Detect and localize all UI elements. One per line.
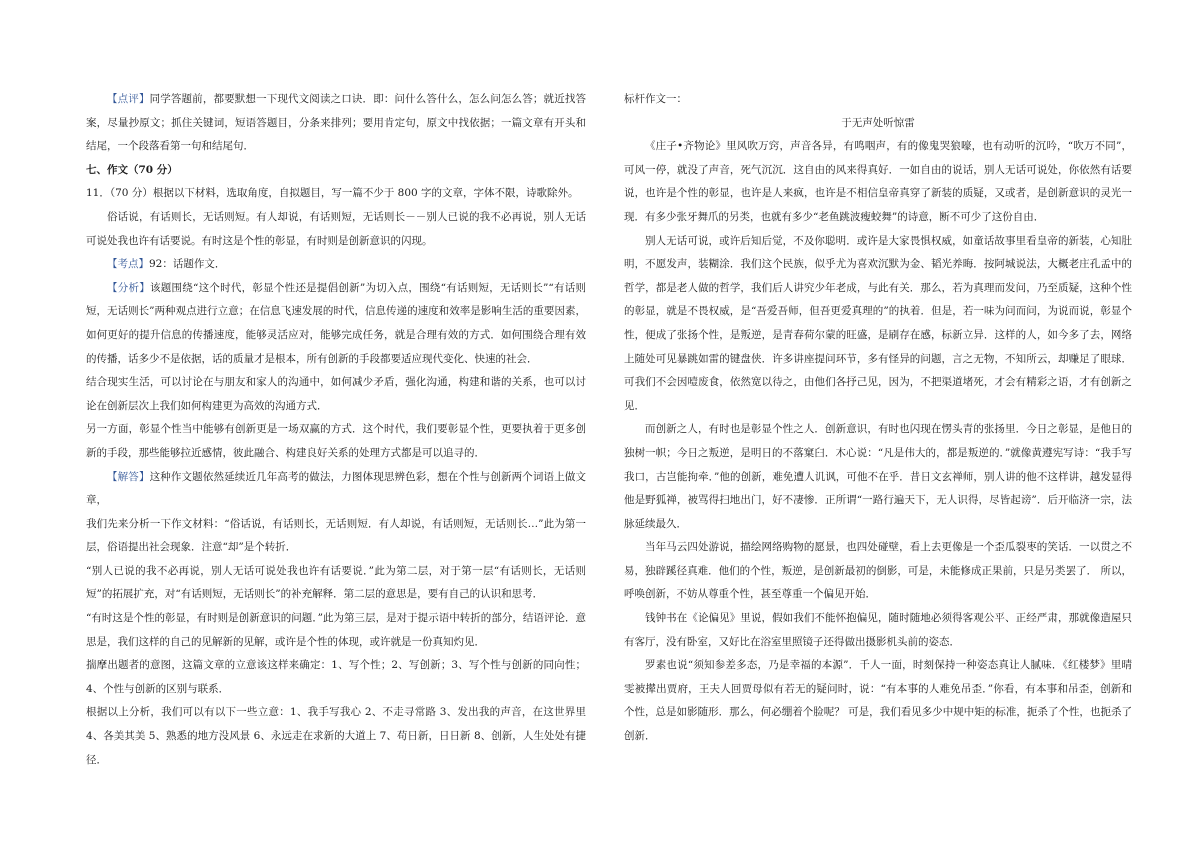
fenxi-paragraph	[86, 277, 586, 371]
intent-paragraph: 揣摩出题者的意图，这篇文章的立意该这样来确定：1、写个性；2、写创新；3、写个性与创新的同向性；4、个性与创新的区别与联系．	[86, 659, 586, 695]
dianping-tag: 【点评】	[107, 93, 150, 105]
other-side-paragraph: 另一方面，彰显个性当中能够有创新更是一场双赢的方式．这个时代，我们要彰显个性，更要执着于更多创新的手段，那些能够拉近感情，彼此融合、构建良好关系的处理方式都是可以追寻的．	[86, 423, 586, 459]
essay-paragraph-6: 罗素也说“须知参差多态，乃是幸福的本源”．千人一面，时刻保持一种姿态真让人腻味．《红楼梦》里晴雯被撵出贾府，王夫人回贾母似有若无的疑问时，说：“有本事的人难免吊歪．”你看，有本事和吊歪，创新和个性，总是如影随形．那么，何必绷着个脸呢？ 可是，我们看见多少中规中矩的标准，扼杀了个性，也扼杀了创新．	[624, 659, 1132, 743]
jieda-text: 这种作文题依然延续近几年高考的做法，力图体现思辨色彩，想在个性与创新两个词语上做文章，	[86, 470, 587, 507]
jieda-paragraph	[86, 466, 586, 513]
analysis-third-paragraph: “有时这是个性的彰显，有时则是创新意识的问题．”此为第三层，是对于提示语中转折的部分，结语评论．意思是，我们这样的自己的见解新的见解，或许是个性的体现，或许就是一份真知灼见．	[86, 612, 586, 648]
question-text: （70 分）根据以下材料，选取角度，自拟题目，写一篇不少于 800 字的文章，字体不限，诗歌除外。	[109, 187, 579, 200]
dianping-text: 同学答题前，都要默想一下现代文阅读之口诀．即：问什么答什么，怎么问怎么答；就近找答案，尽量抄原文；抓住关键词，短语答题目，分条来排列；要用肯定句，原文中找依据；一篇文章有开头和结尾，一个段落看第一句和结尾句．	[86, 93, 587, 153]
essay-title: 于无声处听惊雷	[841, 116, 915, 129]
question-number: 11．	[86, 187, 110, 200]
material-paragraph: 俗话说，有话则长，无话则短。有人却说，有话则短，无话则长－－别人已说的我不必再说，别人无话可说处我也许有话要说。有时这是个性的彰显，有时则是创新意识的闪现。	[86, 210, 586, 247]
essay-paragraph-2: 别人无话可说，或许后知后觉，不及你聪明．或许是大家畏惧权威，如童话故事里看皇帝的新装，心知肚明，不愿发声，装糊涂．我们这个民族，似乎尤为喜欢沉默为金、韬光养晦．按阿城说法，大概老庄孔孟中的哲学，都是老人做的哲学，我们后人讲究少年老成，与此有关．那么，若为真理而发问，乃至质疑，这种个性的彰显，就是不畏权威，是“吾爱吾师，但吾更爱真理的”的执着．但是，若一味为问而问，为说而说，彰显个性，便成了张扬个性，是叛逆，是青春荷尔蒙的旺盛，是刷存在感，标新立异．这样的人，如今多了去，网络上随处可见暴跳如雷的键盘侠．许多讲座提问环节，多有怪异的问题，言之无物，不知所云，却赚足了眼球．可我们不会因噎废食，依然宽以待之，由他们各抒己见，因为，不把渠道堵死，才会有精彩之语，才有创新之见．	[624, 234, 1132, 412]
left-column	[86, 88, 586, 772]
right-column	[624, 88, 1132, 749]
fenxi-tag: 【分析】	[107, 281, 150, 294]
question-stem	[86, 182, 586, 206]
kaodian-text: 92：话题作文．	[149, 258, 226, 271]
kaodian-paragraph	[86, 253, 586, 277]
analysis-second-paragraph: “别人已说的我不必再说，别人无话可说处我也许有话要说．”此为第二层，对于第一层“有话则长，无话则短”的拓展扩充，对“有话则短，无话则长”的补充解释．第二层的意思是，要有自己的认识和思考．	[86, 564, 586, 601]
analysis-first-paragraph: 我们先来分析一下作文材料：“俗话说，有话则长，无话则短．有人却说，有话则短，无话则长…”此为第一层，俗语提出社会现象．注意“却”是个转折．	[86, 517, 586, 554]
essay-paragraph-3: 而创新之人，有时也是彰显个性之人．创新意识，有时也闪现在愣头青的张扬里．今日之彰显，是他日的独树一帜；今日之叛逆，是明日的不落窠臼．木心说：“凡是伟大的，都是叛逆的．”就像黄遵宪写诗：“我手写我口，古岂能拘牵．”他的创新，难免遭人讥讽，可他不在乎．昔日文玄禅师，别人讲的他不这样讲，越发显得他是野狐禅，被骂得扫地出门，好不凄惨．正所谓“一路行遍天下，无人识得，尽皆起谤”．后开临济一宗，法脉延续最久．	[624, 423, 1132, 530]
combine-paragraph: 结合现实生活，可以讨论在与朋友和家人的沟通中，如何减少矛盾，强化沟通，构建和谐的关系，也可以讨论在创新层次上我们如何构建更为高效的沟通方式．	[86, 376, 586, 412]
essay-paragraph-5: 钱钟书在《论偏见》里说，假如我们不能怀抱偏见，随时随地必须得客观公平、正经严肃，那就像造屋只有客厅，没有卧室，又好比在浴室里照镜子还得做出摄影机头前的姿态．	[624, 612, 1132, 648]
model-essay-label: 标杆作文一：	[624, 93, 687, 105]
dianping-paragraph	[86, 88, 586, 159]
section-heading: 七、作文（70 分）	[86, 163, 178, 176]
kaodian-tag: 【考点】	[107, 258, 149, 271]
fenxi-text: 该题围绕“这个时代，彰显个性还是提倡创新”为切入点，围绕“有话则短，无话则长”“有话则短，无话则长”两种观点进行立意；在信息飞速发展的时代，信息传递的速度和效率是影响生活的重要因素，如何更好的提升信息的传播速度，能够灵活应对，能够完成任务，就是合理有效的方式．如何围绕合理有效的传播，话多少不是依据，话的质量才是根本，所有创新的手段都要适应现代变化、快速的社会．	[86, 281, 587, 365]
essay-paragraph-1: 《庄子•齐物论》里风吹万窍，声音各异，有鸣咽声，有的像鬼哭狼嚎，也有动听的沉吟，“吹万不同”，可风一停，就没了声音，死气沉沉．这自由的风来得真好．一如自由的说话，别人无话可说处，你依然有话要说，也许是个性的彰显，也许是人来疯，也许是不相信皇帝真穿了新装的质疑，又或者，是创新意识的灵光一现．有多少张牙舞爪的另类，也就有多少“老鱼跳波瘦蛟舞”的诗意，断不可少了这份自由．	[624, 140, 1132, 223]
essay-paragraph-4: 当年马云四处游说，描绘网络购物的愿景，也四处碰壁，看上去更像是一个歪瓜裂枣的笑话．一以贯之不易，独辟蹊径真难．他们的个性，叛逆，是创新最初的倒影，可是，未能修成正果前，只是另类罢了． 所以，呼唤创新，不妨从尊重个性，甚至尊重一个偏见开始．	[624, 541, 1132, 601]
jieda-tag: 【解答】	[107, 470, 150, 483]
ideas-paragraph: 根据以上分析，我们可以有以下一些立意：1、我手写我心 2、不走寻常路 3、发出我的声音，在这世界里 4、各美其美 5、熟悉的地方没风景 6、永远走在求新的大道上 7、苟日新，日日新 8、创新，人生处处有捷径．	[86, 706, 586, 766]
